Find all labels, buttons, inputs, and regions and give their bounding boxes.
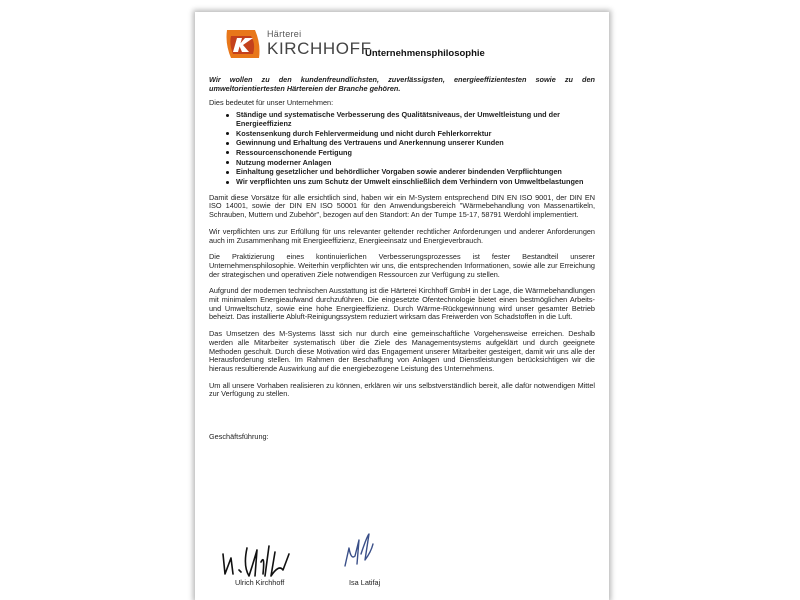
management-label: Geschäftsführung: (209, 432, 269, 442)
list-item: Einhaltung gesetzlicher und behördlicher Vorgaben sowie anderer bindenden Verpflichtungen (236, 168, 595, 177)
list-item: Ressourcenschonende Fertigung (236, 149, 595, 158)
list-item: Wir verpflichten uns zum Schutz der Umwelt einschließlich dem Verhindern von Umweltbelastungen (236, 178, 595, 187)
logo-company-name: KIRCHHOFF (267, 39, 372, 58)
company-logo (223, 26, 372, 62)
list-item: Kostensenkung durch Fehlervermeidung und nicht durch Fehlerkorrektur (236, 130, 595, 139)
goals-list (209, 111, 595, 187)
paragraph-resources: Um all unsere Vorhaben realisieren zu können, erklären wir uns selbstverständlich bereit, alle dafür notwendigen Mittel zur Verfügung zu stellen. (209, 380, 595, 399)
signature-latifaj-icon (339, 530, 379, 570)
document-body (209, 76, 595, 442)
list-item: Gewinnung und Erhaltung des Vertrauens und Anerkennung unserer Kunden (236, 139, 595, 148)
logo-small-text: Härterei (267, 29, 302, 39)
document-page (195, 12, 609, 600)
signature-kirchhoff-icon (219, 540, 299, 580)
list-item: Ständige und systematische Verbesserung des Qualitätsniveaus, der Umweltleistung und der Energieeffizienz (236, 111, 595, 128)
signatory-name-1: Ulrich Kirchhoff (235, 578, 285, 587)
signatory-name-2: Isa Latifaj (349, 578, 381, 587)
intro-statement: Wir wollen zu den kundenfreundlichsten, zuverlässigsten, energieeffizientesten sowie zu den umweltorientiertesten Härtereien der Branche gehören. (209, 75, 595, 93)
paragraph-certification: Damit diese Vorsätze für alle ersichtlich sind, haben wir ein M-System entsprechend DIN EN ISO 9001, der DIN EN ISO 14001, sowie der DIN EN ISO 50001 für den Anwendungsbereich "Wärmebehandlung von Massenartikeln, Schrauben, Muttern und Zubehör", bezogen auf den Standort: An der Tumpe 15-17, 58791 Werdohl implementiert. (209, 192, 595, 220)
paragraph-employees: Das Umsetzen des M-Systems lässt sich nur durch eine gemeinschaftliche Vorgehensweise erreichen. Deshalb werden alle Mitarbeiter systematisch über die Ziele des Managementsystems aufgeklärt und durch geeignete Methoden geschult. Durch diese Motivation wird das Engagement unserer Mitarbeiter gesteigert, damit wir uns alle der Herausforderung stellen. Im Rahmen der Beschaffung von Anlagen und Dienstleistungen berücksichtigen wir die hieraus resultierende Auswirkung auf die energiebezogene Leistung des Unternehmens. (209, 329, 595, 373)
lead-line: Dies bedeutet für unser Unternehmen: (209, 98, 334, 108)
paragraph-improvement: Die Praktizierung eines kontinuierlichen Verbesserungsprozesses ist fester Bestandteil unserer Unternehmensphilosophie. Weiterhin verpflichten wir uns, die entsprechenden Informationen, sowie alle zur Erreichung der strategischen und operativen Ziele notwendigen Ressourcen zur Verfügung zu stellen. (209, 252, 595, 279)
signature-area (195, 526, 609, 596)
document-title: Unternehmensphilosophie (365, 48, 485, 59)
paragraph-legal: Wir verpflichten uns zur Erfüllung für uns relevanter geltender rechtlicher Anforderungen und anderer Anforderungen auch im Zusammenhang mit Energieeffizienz, Energieeinsatz und Energieverbrauch. (209, 226, 595, 245)
paragraph-technology: Aufgrund der modernen technischen Ausstattung ist die Härterei Kirchhoff GmbH in der Lage, die Wärmebehandlungen mit minimalem Energieaufwand durchzuführen. Die eingesetzte Ofentechnologie bietet einen bestmöglichen Arbeits- und Umweltschutz, sowie eine hohe Energieeffizienz. Durch Wärme-Rückgewinnung wird unser gesamter Betrieb beheizt. Das installierte Abluft-Reinigungssystem reduziert wirksam das Freiwerden von Schadstoffen in die Luft. (209, 286, 595, 322)
kirchhoff-logo-icon (223, 26, 263, 62)
list-item: Nutzung moderner Anlagen (236, 159, 595, 168)
